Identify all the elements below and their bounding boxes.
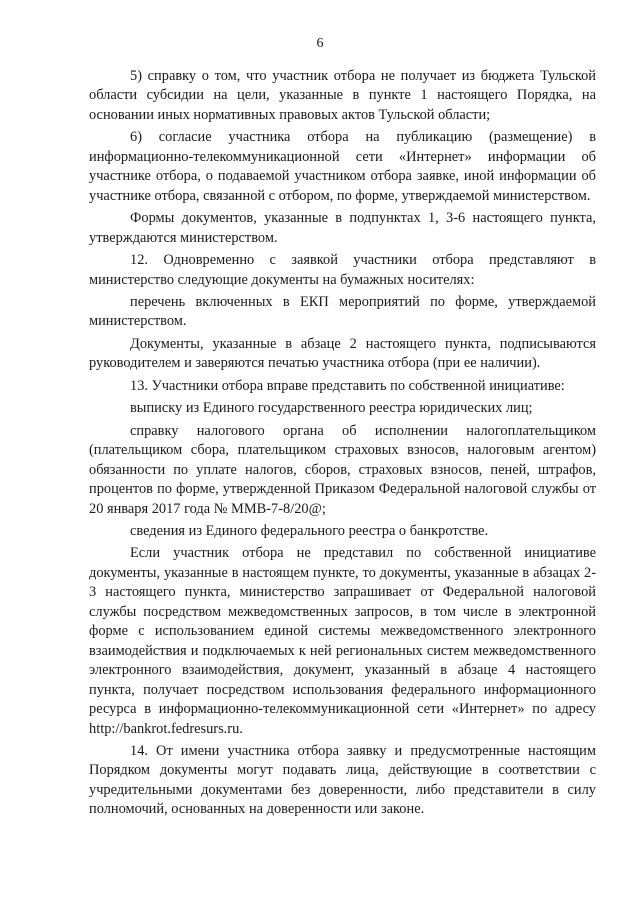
paragraph-egrul-extract: выписку из Единого государственного реестра юридических лиц; bbox=[130, 400, 533, 417]
document-body bbox=[89, 67, 596, 823]
paragraph-clause-13: 13. Участники отбора вправе представить по собственной инициативе: bbox=[130, 377, 565, 394]
paragraph-interagency-requests: Если участник отбора не представил по собственной инициативе документы, указанные в настоящем пункте, то документы, указанные в абзацах 2-3 настоящего пункта, министерство запрашивает от Федеральной налоговой службы посредством межведомственных запросов, в том числе в электронной форме с использованием единой системы межведомственного электронного взаимодействия и подключаемых к ней региональных систем межведомственного электронного взаимодействия, документ, указанный в абзаце 4 настоящего пункта, получает посредством использования федерального информационного ресурса в информационно-телекоммуникационной сети «Интернет» по адресу http://bankrot.fedresurs.ru. bbox=[89, 545, 596, 737]
paragraph-tax-certificate: справку налогового органа об исполнении налогоплательщиком (плательщиком сбора, плательщиком страховых взносов, налоговым агентом) обязанности по уплате налогов, сборов, страховых взносов, пеней, штрафов, процентов по форме, утвержденной Приказом Федеральной налоговой службы от 20 января 2017 года № ММВ-7-8/20@; bbox=[89, 422, 596, 517]
paragraph-ekp-list: перечень включенных в ЕКП мероприятий по форме, утверждаемой министерством. bbox=[89, 293, 596, 330]
paragraph-clause-14: 14. От имени участника отбора заявку и предусмотренные настоящим Порядком документы могут подавать лица, действующие в соответствии с учредительными документами без доверенности, либо представители в силу полномочий, основанных на доверенности или законе. bbox=[89, 742, 596, 818]
paragraph-forms-approval: Формы документов, указанные в подпунктах 1, 3-6 настоящего пункта, утверждаются министерством. bbox=[89, 210, 596, 246]
page-number: 6 bbox=[316, 36, 324, 51]
paragraph-clause-12: 12. Одновременно с заявкой участники отбора представляют в министерство следующие документы на бумажных носителях: bbox=[89, 252, 596, 288]
paragraph-signing: Документы, указанные в абзаце 2 настоящего пункта, подписываются руководителем и заверяются печатью участника отбора (при ее наличии). bbox=[89, 335, 596, 372]
paragraph-item-5: 5) справку о том, что участник отбора не получает из бюджета Тульской области субсидии на цели, указанные в пункте 1 настоящего Порядка, на основании иных нормативных правовых актов Тульской области; bbox=[89, 68, 596, 123]
paragraph-item-6: 6) согласие участника отбора на публикацию (размещение) в информационно-телекоммуникационной сети «Интернет» информации об участнике отбора, о подаваемой участником отбора заявке, иной информации об участнике отбора, связанной с отбором, по форме, утверждаемой министерством. bbox=[89, 129, 596, 204]
paragraph-bankruptcy-register: сведения из Единого федерального реестра о банкротстве. bbox=[130, 522, 489, 539]
